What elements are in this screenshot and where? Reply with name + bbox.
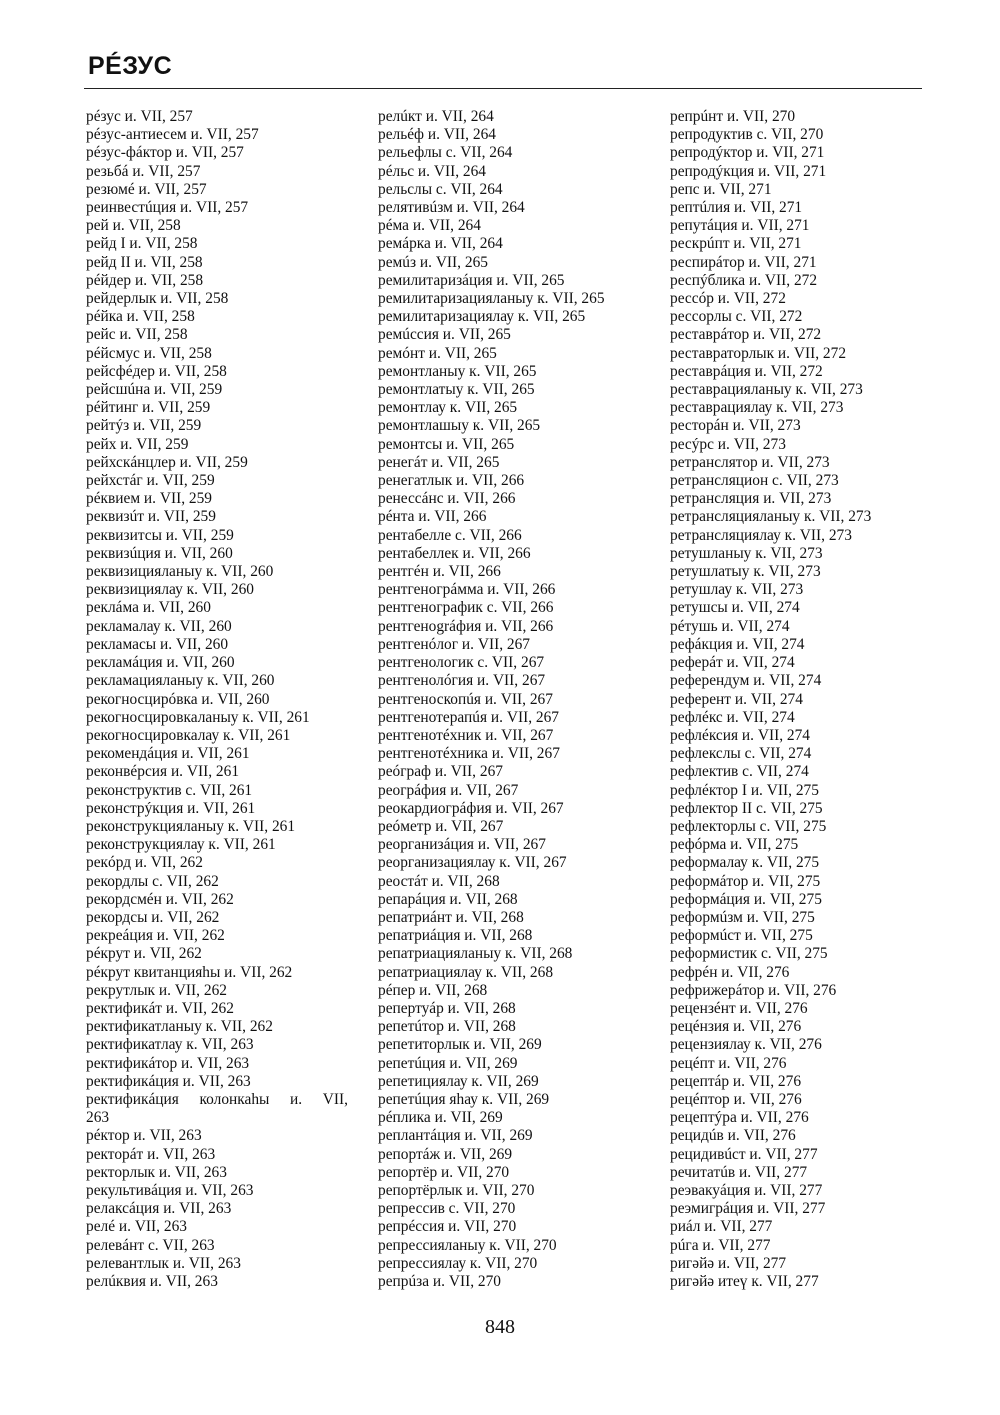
index-entry: резьбá и. VII, 257 [86,162,201,180]
index-entry: рекомендáция и. VII, 261 [86,745,250,763]
index-entry: рейхстáг и. VII, 259 [86,472,215,490]
index-entry: рекогносцировкалау к. VII, 261 [86,726,291,744]
index-entry: рецептáр и. VII, 276 [670,1072,802,1090]
index-entry: ректификатлау к. VII, 263 [86,1036,254,1054]
index-entry: ретушсы и. VII, 274 [670,599,800,617]
index-entry: рéкрут и. VII, 262 [86,945,202,963]
index-entry: рентгенотерапúя и. VII, 267 [378,708,559,726]
index-entry: рефрижерáтор и. VII, 276 [670,981,837,999]
index-entry: рéзус-антиесем и. VII, 257 [86,126,259,144]
index-entry: респýблика и. VII, 272 [670,271,818,289]
index-entry: рейх и. VII, 259 [86,435,189,453]
index-entry: ригәйә итеү к. VII, 277 [670,1273,819,1290]
index-entry: рефрéн и. VII, 276 [670,963,790,981]
index-entry: реквизициялау к. VII, 260 [86,581,254,599]
index-entry: репс и. VII, 271 [670,180,772,198]
index-entry: рéйтинг и. VII, 259 [86,399,211,417]
index-entry: рейдерлык и. VII, 258 [86,290,229,308]
index-entry: релé и. VII, 263 [86,1218,187,1236]
index-column-2 [378,108,640,1291]
index-entry: ретрансляцияланыу к. VII, 273 [670,508,872,526]
index-entry: ренессáнс и. VII, 266 [378,490,516,508]
index-entry: реогрáфия и. VII, 267 [378,781,519,799]
index-entry: рекордсмéн и. VII, 262 [86,890,234,908]
index-entry: релаксáция и. VII, 263 [86,1200,232,1218]
index-entry: ретранслятор и. VII, 273 [670,453,830,471]
index-entry: реконстрýкция и. VII, 261 [86,799,256,817]
index-entry: рентабелле с. VII, 266 [378,526,522,544]
index-entry: реквизицияланыу к. VII, 260 [86,563,274,581]
index-entry: ремонтланыу к. VII, 265 [378,362,537,380]
index-entry: рецéнзия и. VII, 276 [670,1018,802,1036]
index-entry: рельéф и. VII, 264 [378,126,496,144]
index-entry: репортáж и. VII, 269 [378,1145,513,1163]
index-entry: рéпер и. VII, 268 [378,981,488,999]
index-entry: рéквием и. VII, 259 [86,490,213,508]
index-entry: рентгенолóгия и. VII, 267 [378,672,546,690]
index-entry: реокардиогрáфия и. VII, 267 [378,799,564,817]
index-entry: репродýкция и. VII, 271 [670,162,827,180]
index-entry: релúкт и. VII, 264 [378,108,494,125]
index-column-3 [670,108,932,1291]
index-entry: рéйка и. VII, 258 [86,308,195,326]
index-entry: репродуктив с. VII, 270 [670,126,824,144]
index-entry: рентгенотéхника и. VII, 267 [378,745,560,763]
index-entry: рентгенóлог и. VII, 267 [378,635,530,653]
index-entry: рентгенографик с. VII, 266 [378,599,554,617]
index-entry: реформалау к. VII, 275 [670,854,820,872]
index-entry: реквизúт и. VII, 259 [86,508,216,526]
index-entry: рефлекслы с. VII, 274 [670,745,812,763]
index-entry: ренегáт и. VII, 265 [378,453,500,471]
index-entry: рефáкция и. VII, 274 [670,635,805,653]
index-entry: релевантлык и. VII, 263 [86,1254,241,1272]
index-entry: ремонтлашыу к. VII, 265 [378,417,541,435]
index-entry: ремонтлау к. VII, 265 [378,399,518,417]
index-entry: репрессиялау к. VII, 270 [378,1254,538,1272]
index-entry: ретрансляцион с. VII, 273 [670,472,839,490]
index-entry: рентабеллек и. VII, 266 [378,544,531,562]
index-entry: рекламалау к. VII, 260 [86,617,232,635]
index-entry: ретрансляциялау к. VII, 273 [670,526,852,544]
page-number: 848 [485,1316,515,1338]
index-entry: референдум и. VII, 274 [670,672,822,690]
index-entry: рéплика и. VII, 269 [378,1109,503,1127]
index-entry: реплантáция и. VII, 269 [378,1127,533,1145]
index-column-1 [86,108,348,1291]
index-entry: реставраторлык и. VII, 272 [670,344,847,362]
index-entry: рентгеноскопúя и. VII, 267 [378,690,553,708]
index-entry: рецептýра и. VII, 276 [670,1109,809,1127]
index-entry: рецидúв и. VII, 276 [670,1127,796,1145]
index-entry: рептúлия и. VII, 271 [670,199,803,217]
index-entry: реэвакуáция и. VII, 277 [670,1181,823,1199]
index-entry: рейсшúна и. VII, 259 [86,381,223,399]
index-entry: рекордлы с. VII, 262 [86,872,219,890]
index-entry: реставрáтор и. VII, 272 [670,326,822,344]
index-entry: рéйсмус и. VII, 258 [86,344,212,362]
index-entry: рейсфéдер и. VII, 258 [86,362,227,380]
index-entry: реконструктив с. VII, 261 [86,781,253,799]
index-entry: рефлéктор I и. VII, 275 [670,781,819,799]
index-entry: рéтушь и. VII, 274 [670,617,790,635]
page-header-title: РÉЗУС [88,52,173,80]
index-entry: рефлектив с. VII, 274 [670,763,809,781]
index-entry: репертуáр и. VII, 268 [378,999,516,1017]
index-entry: рúга и. VII, 277 [670,1236,771,1254]
index-entry: рефлéксия и. VII, 274 [670,726,810,744]
index-entry: рéктор и. VII, 263 [86,1127,202,1145]
index-entry: ретрансляция и. VII, 273 [670,490,832,508]
index-entry: рекордсы и. VII, 262 [86,908,220,926]
index-entry: риáл и. VII, 277 [670,1218,773,1236]
index-entry: репрессив с. VII, 270 [378,1200,516,1218]
index-entry: репатриациялау к. VII, 268 [378,963,554,981]
index-entry: ренегатлык и. VII, 266 [378,472,525,490]
index-entry: реконструкцияланыу к. VII, 261 [86,817,296,835]
index-entry: ремонтлатыу к. VII, 265 [378,381,535,399]
index-entry: рецéпт и. VII, 276 [670,1054,787,1072]
index-entry: речитатúв и. VII, 277 [670,1163,808,1181]
index-entry: рекультивáция и. VII, 263 [86,1181,254,1199]
index-entry: ректификáция и. VII, 263 [86,1072,251,1090]
index-entry: ремилитаризациялау к. VII, 265 [378,308,586,326]
index-entry: репрессияланыу к. VII, 270 [378,1236,557,1254]
index-entry: рéзус и. VII, 257 [86,108,193,125]
index-entry: ретушланыу к. VII, 273 [670,544,823,562]
index-entry: релевáнт с. VII, 263 [86,1236,215,1254]
index-entry: репатриáнт и. VII, 268 [378,908,524,926]
index-entry: рессорлы с. VII, 272 [670,308,803,326]
index-entry: рéльс и. VII, 264 [378,162,486,180]
index-entry: рекогносцировкаланыу к. VII, 261 [86,708,310,726]
index-entry: рецéптор и. VII, 276 [670,1090,802,1108]
index-entry: рентгеногрáмма и. VII, 266 [378,581,556,599]
index-entry: релúквия и. VII, 263 [86,1273,218,1290]
index-entry: ретушлау к. VII, 273 [670,581,804,599]
index-entry: ректификáт и. VII, 262 [86,999,234,1017]
index-entry: рейтýз и. VII, 259 [86,417,202,435]
index-entry: реставрациялау к. VII, 273 [670,399,844,417]
index-entry: репетúция яһау к. VII, 269 [378,1090,550,1108]
index-entry: ремúз и. VII, 265 [378,253,488,271]
index-entry: рекóрд и. VII, 262 [86,854,203,872]
index-entry: репортёрлык и. VII, 270 [378,1181,535,1199]
index-entry: реферáт и. VII, 274 [670,654,795,672]
index-entry: рéнта и. VII, 266 [378,508,487,526]
index-entry: ректификатланыу к. VII, 262 [86,1018,273,1036]
index-entry: ректификáтор и. VII, 263 [86,1054,250,1072]
index-entry: реформúзм и. VII, 275 [670,908,815,926]
index-entry: рекламáция и. VII, 260 [86,654,235,672]
index-entry: рейд II и. VII, 258 [86,253,203,271]
index-entry: реконвéрсия и. VII, 261 [86,763,240,781]
index-entry: репродýктор и. VII, 271 [670,144,825,162]
index-entry: репортёр и. VII, 270 [378,1163,510,1181]
index-entry: реформáтор и. VII, 275 [670,872,821,890]
index-entry: рейд I и. VII, 258 [86,235,198,253]
index-entry: ремилитаризáция и. VII, 265 [378,271,565,289]
index-entry: репетúтор и. VII, 268 [378,1018,516,1036]
index-entry: репрúза и. VII, 270 [378,1273,501,1290]
index-entry: рескрúпт и. VII, 271 [670,235,802,253]
index-entry: рецензéнт и. VII, 276 [670,999,808,1017]
header-divider [84,88,922,89]
index-entry: реорганизáция и. VII, 267 [378,836,546,854]
index-entry: ремилитаризацияланыу к. VII, 265 [378,290,605,308]
index-entry: рей и. VII, 258 [86,217,181,235]
index-entry: реформúст и. VII, 275 [670,927,813,945]
index-entry: 263 [86,1109,110,1127]
index-entry: ректорáт и. VII, 263 [86,1145,216,1163]
index-entry: реставрацияланыу к. VII, 273 [670,381,863,399]
index-entry: реорганизациялау к. VII, 267 [378,854,567,872]
index-entry: референт и. VII, 274 [670,690,803,708]
index-entry: ректификáция колонкаһы и. VII, [86,1090,348,1108]
index-entry: реформистик с. VII, 275 [670,945,828,963]
index-entry: рельслы с. VII, 264 [378,180,503,198]
index-entry: рефлекторлы с. VII, 275 [670,817,827,835]
index-entry: ресýрс и. VII, 273 [670,435,786,453]
index-entry: реформáция и. VII, 275 [670,890,822,908]
index-entry: репатриацияланыу к. VII, 268 [378,945,573,963]
index-entry: реквизúция и. VII, 260 [86,544,233,562]
index-entry: реставрáция и. VII, 272 [670,362,823,380]
index-entry: релятивúзм и. VII, 264 [378,199,525,217]
index-entry: рéма и. VII, 264 [378,217,481,235]
index-entry: репрúнт и. VII, 270 [670,108,796,125]
index-entry: рецидивúст и. VII, 277 [670,1145,818,1163]
index-entry: репатриáция и. VII, 268 [378,927,533,945]
index-entry: рецензиялау к. VII, 276 [670,1036,822,1054]
index-entry: реостáт и. VII, 268 [378,872,500,890]
index-entry: рекламасы и. VII, 260 [86,635,229,653]
index-entry: рельефлы с. VII, 264 [378,144,513,162]
index-entry: реквизитсы и. VII, 259 [86,526,234,544]
index-entry: рессóр и. VII, 272 [670,290,786,308]
index-entry: рейс и. VII, 258 [86,326,188,344]
index-entry: ретушлатыу к. VII, 273 [670,563,821,581]
index-entry: рéкрут квитанцияһы и. VII, 262 [86,963,293,981]
index-entry: рефлектор II с. VII, 275 [670,799,823,817]
index-entry: репарáция и. VII, 268 [378,890,518,908]
index-entry: ресторáн и. VII, 273 [670,417,801,435]
index-entry: рекогносцирóвка и. VII, 260 [86,690,270,708]
index-entry: репрéссия и. VII, 270 [378,1218,517,1236]
index-entry: рéзус-фáктор и. VII, 257 [86,144,244,162]
index-entry: репетúция и. VII, 269 [378,1054,518,1072]
index-entry: рейхскáнцлер и. VII, 259 [86,453,248,471]
index-entry: реóграф и. VII, 267 [378,763,503,781]
index-entry: реконструкциялау к. VII, 261 [86,836,276,854]
index-entry: ремúссия и. VII, 265 [378,326,511,344]
index-entry: ремóнт и. VII, 265 [378,344,497,362]
index-entry: реинвестúция и. VII, 257 [86,199,249,217]
index-entry: реэмигрáция и. VII, 277 [670,1200,826,1218]
index-entry: репетиторлык и. VII, 269 [378,1036,542,1054]
index-entry: ректорлык и. VII, 263 [86,1163,227,1181]
index-entry: рекрутлык и. VII, 262 [86,981,227,999]
index-entry: рентгенográфия и. VII, 266 [378,617,554,635]
index-entry: рентгенотéхник и. VII, 267 [378,726,554,744]
index-entry: ремáрка и. VII, 264 [378,235,503,253]
index-entry: репутáция и. VII, 271 [670,217,810,235]
index-entry: рефлéкс и. VII, 274 [670,708,795,726]
index-entry: рекламацияланыу к. VII, 260 [86,672,275,690]
index-entry: реклáма и. VII, 260 [86,599,211,617]
index-entry: рéйдер и. VII, 258 [86,271,204,289]
index-entry: резюмé и. VII, 257 [86,180,207,198]
index-entry: рентгéн и. VII, 266 [378,563,501,581]
index-entry: рекреáция и. VII, 262 [86,927,225,945]
index-entry: ригәйә и. VII, 277 [670,1254,787,1272]
index-entry: реóметр и. VII, 267 [378,817,504,835]
index-entry: рефóрма и. VII, 275 [670,836,799,854]
index-entry: репетициялау к. VII, 269 [378,1072,539,1090]
index-entry: ремонтсы и. VII, 265 [378,435,515,453]
index-entry: рентгенологик с. VII, 267 [378,654,545,672]
index-entry: респирáтор и. VII, 271 [670,253,817,271]
